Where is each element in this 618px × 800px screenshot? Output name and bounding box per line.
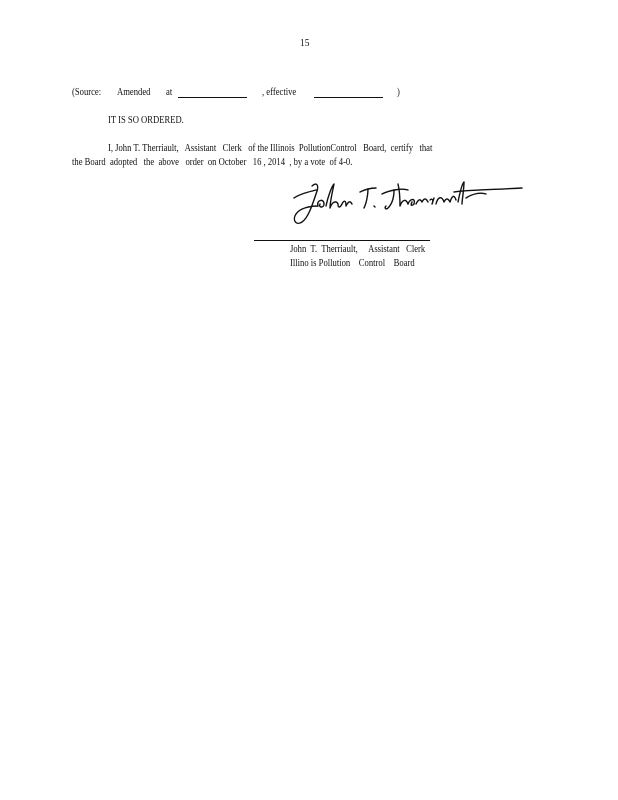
effective-date-blank xyxy=(314,97,383,98)
signatory-board: Illino is Pollution Control Board xyxy=(290,258,415,269)
signature-line xyxy=(254,240,430,241)
amended-date-blank xyxy=(178,97,247,98)
certification-line-2: the Board adopted the above order on October 16 , 2014 , by a vote of 4-0. xyxy=(72,157,353,168)
it-is-so-ordered: IT IS SO ORDERED. xyxy=(108,115,184,126)
source-close-paren: ) xyxy=(397,87,400,98)
source-effective-label: , effective xyxy=(262,87,297,98)
signatory-name-title: John T. Therriault, Assistant Clerk xyxy=(290,244,426,255)
source-open-label: (Source: xyxy=(72,87,102,98)
page-number: 15 xyxy=(300,37,310,49)
source-at-label: at xyxy=(166,87,173,98)
source-amended-label: Amended xyxy=(117,87,151,98)
certification-line-1: I, John T. Therriault, Assistant Clerk of the Illinois PollutionControl Board, certify that xyxy=(108,143,433,154)
handwritten-signature xyxy=(290,176,530,232)
